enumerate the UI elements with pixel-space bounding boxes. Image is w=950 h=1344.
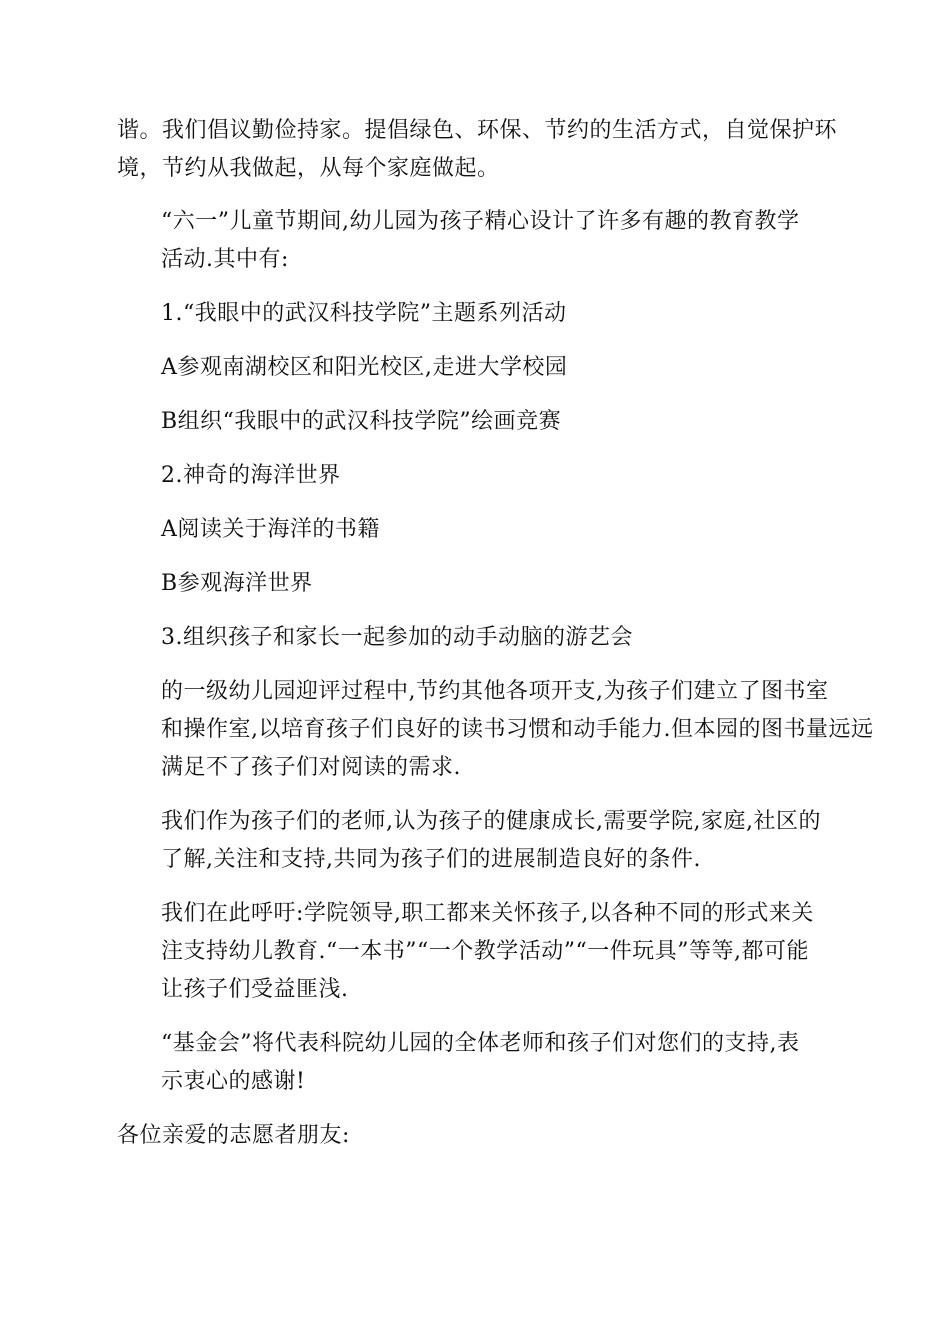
paragraph-thanks bbox=[117, 1025, 835, 1101]
text-line: 境，节约从我做起，从每个家庭做起。 bbox=[117, 156, 500, 181]
list-item: 2.神奇的海洋世界 bbox=[161, 463, 341, 488]
text-line: 注支持幼儿教育.“一本书”“一个教学活动”“一件玩具”等等,都可能 bbox=[161, 939, 809, 964]
text-line: 我们在此呼吁:学院领导,职工都来关怀孩子,以各种不同的形式来关 bbox=[161, 901, 814, 926]
text-line: 的一级幼儿园迎评过程中,节约其他各项开支,为孩子们建立了图书室 bbox=[161, 679, 829, 704]
paragraph-childrens-day bbox=[117, 203, 835, 279]
list-item: 1.“我眼中的武汉科技学院”主题系列活动 bbox=[161, 301, 567, 326]
text-line: 让孩子们受益匪浅. bbox=[161, 977, 349, 1002]
list-item: B参观海洋世界 bbox=[161, 571, 313, 596]
text-line: “基金会”将代表科院幼儿园的全体老师和孩子们对您们的支持,表 bbox=[161, 1031, 800, 1056]
list-item: 3.组织孩子和家长一起参加的动手动脑的游艺会 bbox=[161, 625, 633, 650]
paragraph-library bbox=[117, 673, 874, 787]
paragraph-teachers bbox=[117, 803, 835, 879]
paragraph-appeal bbox=[117, 895, 835, 1009]
list-item: A阅读关于海洋的书籍 bbox=[161, 517, 380, 542]
text-line: 活动.其中有: bbox=[161, 247, 289, 272]
paragraph-environment bbox=[117, 112, 838, 188]
text-line: 我们作为孩子们的老师,认为孩子的健康成长,需要学院,家庭,社区的 bbox=[161, 809, 821, 834]
closing-salutation: 各位亲爱的志愿者朋友: bbox=[117, 1123, 350, 1148]
list-item: B组织“我眼中的武汉科技学院”绘画竞赛 bbox=[161, 409, 562, 434]
text-line: 和操作室,以培育孩子们良好的读书习惯和动手能力.但本园的图书量远远 bbox=[161, 717, 874, 742]
text-line: 了解,关注和支持,共同为孩子们的进展制造良好的条件. bbox=[161, 847, 701, 872]
text-line: 示衷心的感谢! bbox=[161, 1069, 306, 1094]
text-line: “六一”儿童节期间,幼儿园为孩子精心设计了许多有趣的教育教学 bbox=[161, 209, 800, 234]
text-line: 谐。我们倡议勤俭持家。提倡绿色、环保、节约的生活方式，自觉保护环 bbox=[117, 118, 838, 143]
list-item: A参观南湖校区和阳光校区,走进大学校园 bbox=[161, 355, 568, 380]
text-line: 满足不了孩子们对阅读的需求. bbox=[161, 755, 461, 780]
